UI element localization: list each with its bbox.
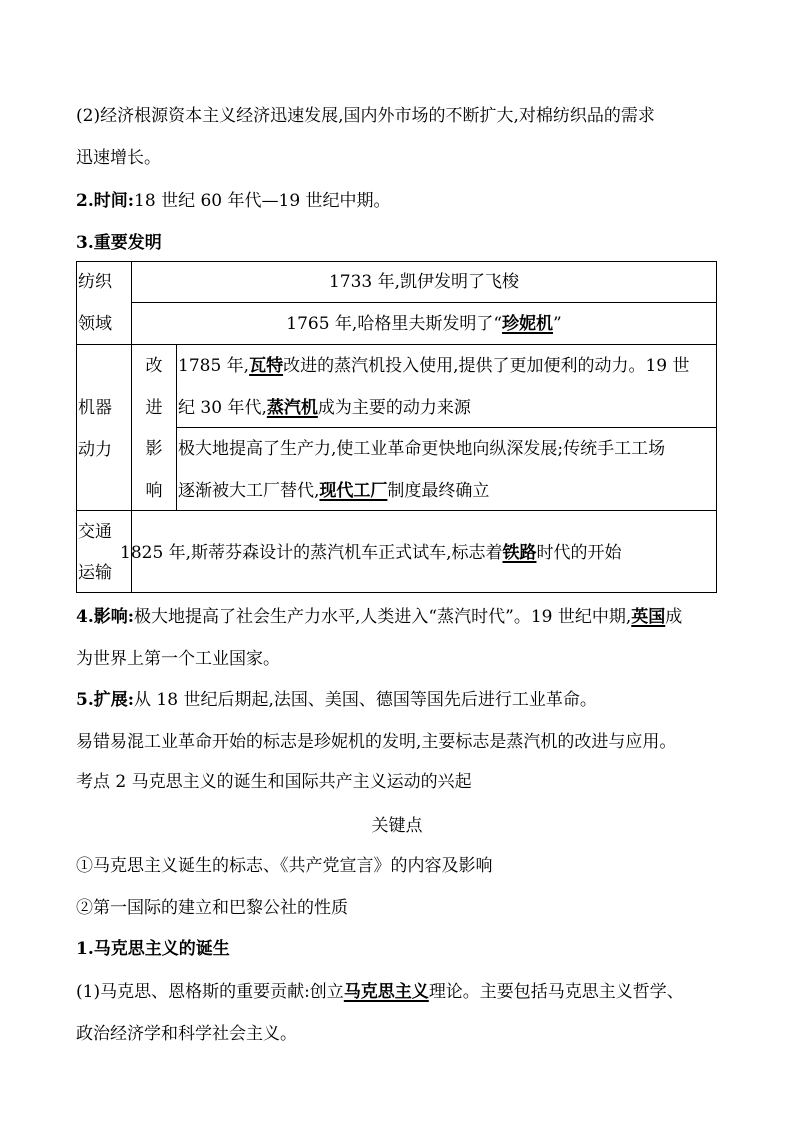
impact-line-2-post: 制度最终确立 [387,481,490,501]
impact-label: 4.影响: [76,607,135,627]
impact-text-pre: 极大地提高了社会生产力水平,人类进入“蒸汽时代”。19 世纪中期, [134,607,632,627]
time-line [76,189,391,213]
section-1-key: 马克思主义 [343,982,429,1002]
transport-text-pre: 1825 年,斯蒂芬森设计的蒸汽机车正式试车,标志着 [120,543,503,563]
transport-label-2: 运输 [78,563,112,583]
section-1-heading: 1.马克思主义的诞生 [76,939,230,959]
intro-text-2: 迅速增长。 [76,148,161,168]
impact-line-2-pre: 逐渐被大工厂替代, [178,481,320,501]
section-1-line-2: 政治经济学和科学社会主义。 [76,1024,297,1044]
section-1-line-1 [76,980,684,1004]
inventions-heading: 3.重要发明 [76,233,162,253]
improve-line-1-pre: 1785 年, [178,356,250,376]
topic-2-heading: 考点 2 马克思主义的诞生和国际共产主义运动的兴起 [76,772,472,792]
impact-line-1: 极大地提高了生产力,使工业革命更快地向纵深发展;传统手工工场 [178,439,666,459]
textile-label-1: 纺织 [78,272,112,292]
table-border-top [76,261,717,262]
extension-text: 从 18 世纪后期起,法国、美国、德国等国先后进行工业革命。 [134,690,597,710]
impact-sub-2: 响 [145,481,163,501]
textile-row-2-key: 珍妮机 [502,314,554,334]
improve-line-2-key: 蒸汽机 [266,398,318,418]
textile-row-2-post: ” [553,314,562,334]
note-line: 易错易混工业革命开始的标志是珍妮机的发明,主要标志是蒸汽机的改进与应用。 [76,732,677,752]
transport-text-key: 铁路 [502,543,537,563]
key-point-2: ②第一国际的建立和巴黎公社的性质 [76,898,348,918]
transport-label-1: 交通 [78,522,112,542]
table-line-textile-mid [131,302,717,303]
section-1-post: 理论。主要包括马克思主义哲学、 [428,982,684,1002]
impact-line-2-key: 现代工厂 [319,481,388,501]
impact-line-a [76,605,682,629]
improve-line-2-pre: 纪 30 年代, [178,398,267,418]
table-border-bottom [76,592,717,593]
table-line-machine-bottom [76,510,717,511]
improve-sub-1: 改 [145,356,163,376]
table-border-left [76,261,77,593]
table-line-machine-mid [176,427,717,428]
key-points-title: 关键点 [371,816,423,836]
textile-row-1: 1733 年,凯伊发明了飞梭 [328,272,520,292]
transport-text [120,541,621,565]
transport-text-post: 时代的开始 [536,543,622,563]
improve-line-1-post: 改进的蒸汽机投入使用,提供了更加便利的动力。19 世 [283,356,690,376]
impact-text-post: 成 [665,607,683,627]
impact-line-2 [178,479,489,503]
impact-line-b: 为世界上第一个工业国家。 [76,649,280,669]
table-border-right [716,261,717,593]
section-1-pre: (1)马克思、恩格斯的重要贡献:创立 [76,982,344,1002]
machine-label-1: 机器 [78,398,112,418]
textile-row-2 [132,312,716,336]
improve-sub-2: 进 [145,398,163,418]
textile-row-2-pre: 1765 年,哈格里夫斯发明了“ [286,314,503,334]
extension-line [76,688,597,712]
improve-line-2-post: 成为主要的动力来源 [317,398,471,418]
improve-line-1-key: 瓦特 [249,356,284,376]
textile-label-2: 领域 [78,314,112,334]
table-line-sub-col [176,344,177,510]
table-line-textile-bottom [76,344,717,345]
extension-label: 5.扩展: [76,690,135,710]
machine-label-2: 动力 [78,440,112,460]
improve-line-2 [178,396,471,420]
intro-line-1 [76,104,655,128]
key-point-1: ①马克思主义诞生的标志、《共产党宣言》的内容及影响 [76,856,493,876]
time-text: 18 世纪 60 年代—19 世纪中期。 [134,191,391,211]
improve-line-1 [178,354,690,378]
inventions-table [76,261,717,593]
impact-text-key: 英国 [631,607,666,627]
intro-text-1: (2)经济根源资本主义经济迅速发展,国内外市场的不断扩大,对棉纺织品的需求 [76,106,655,126]
time-label: 2.时间: [76,191,135,211]
impact-sub-1: 影 [145,439,163,459]
intro-line-2 [76,146,161,170]
